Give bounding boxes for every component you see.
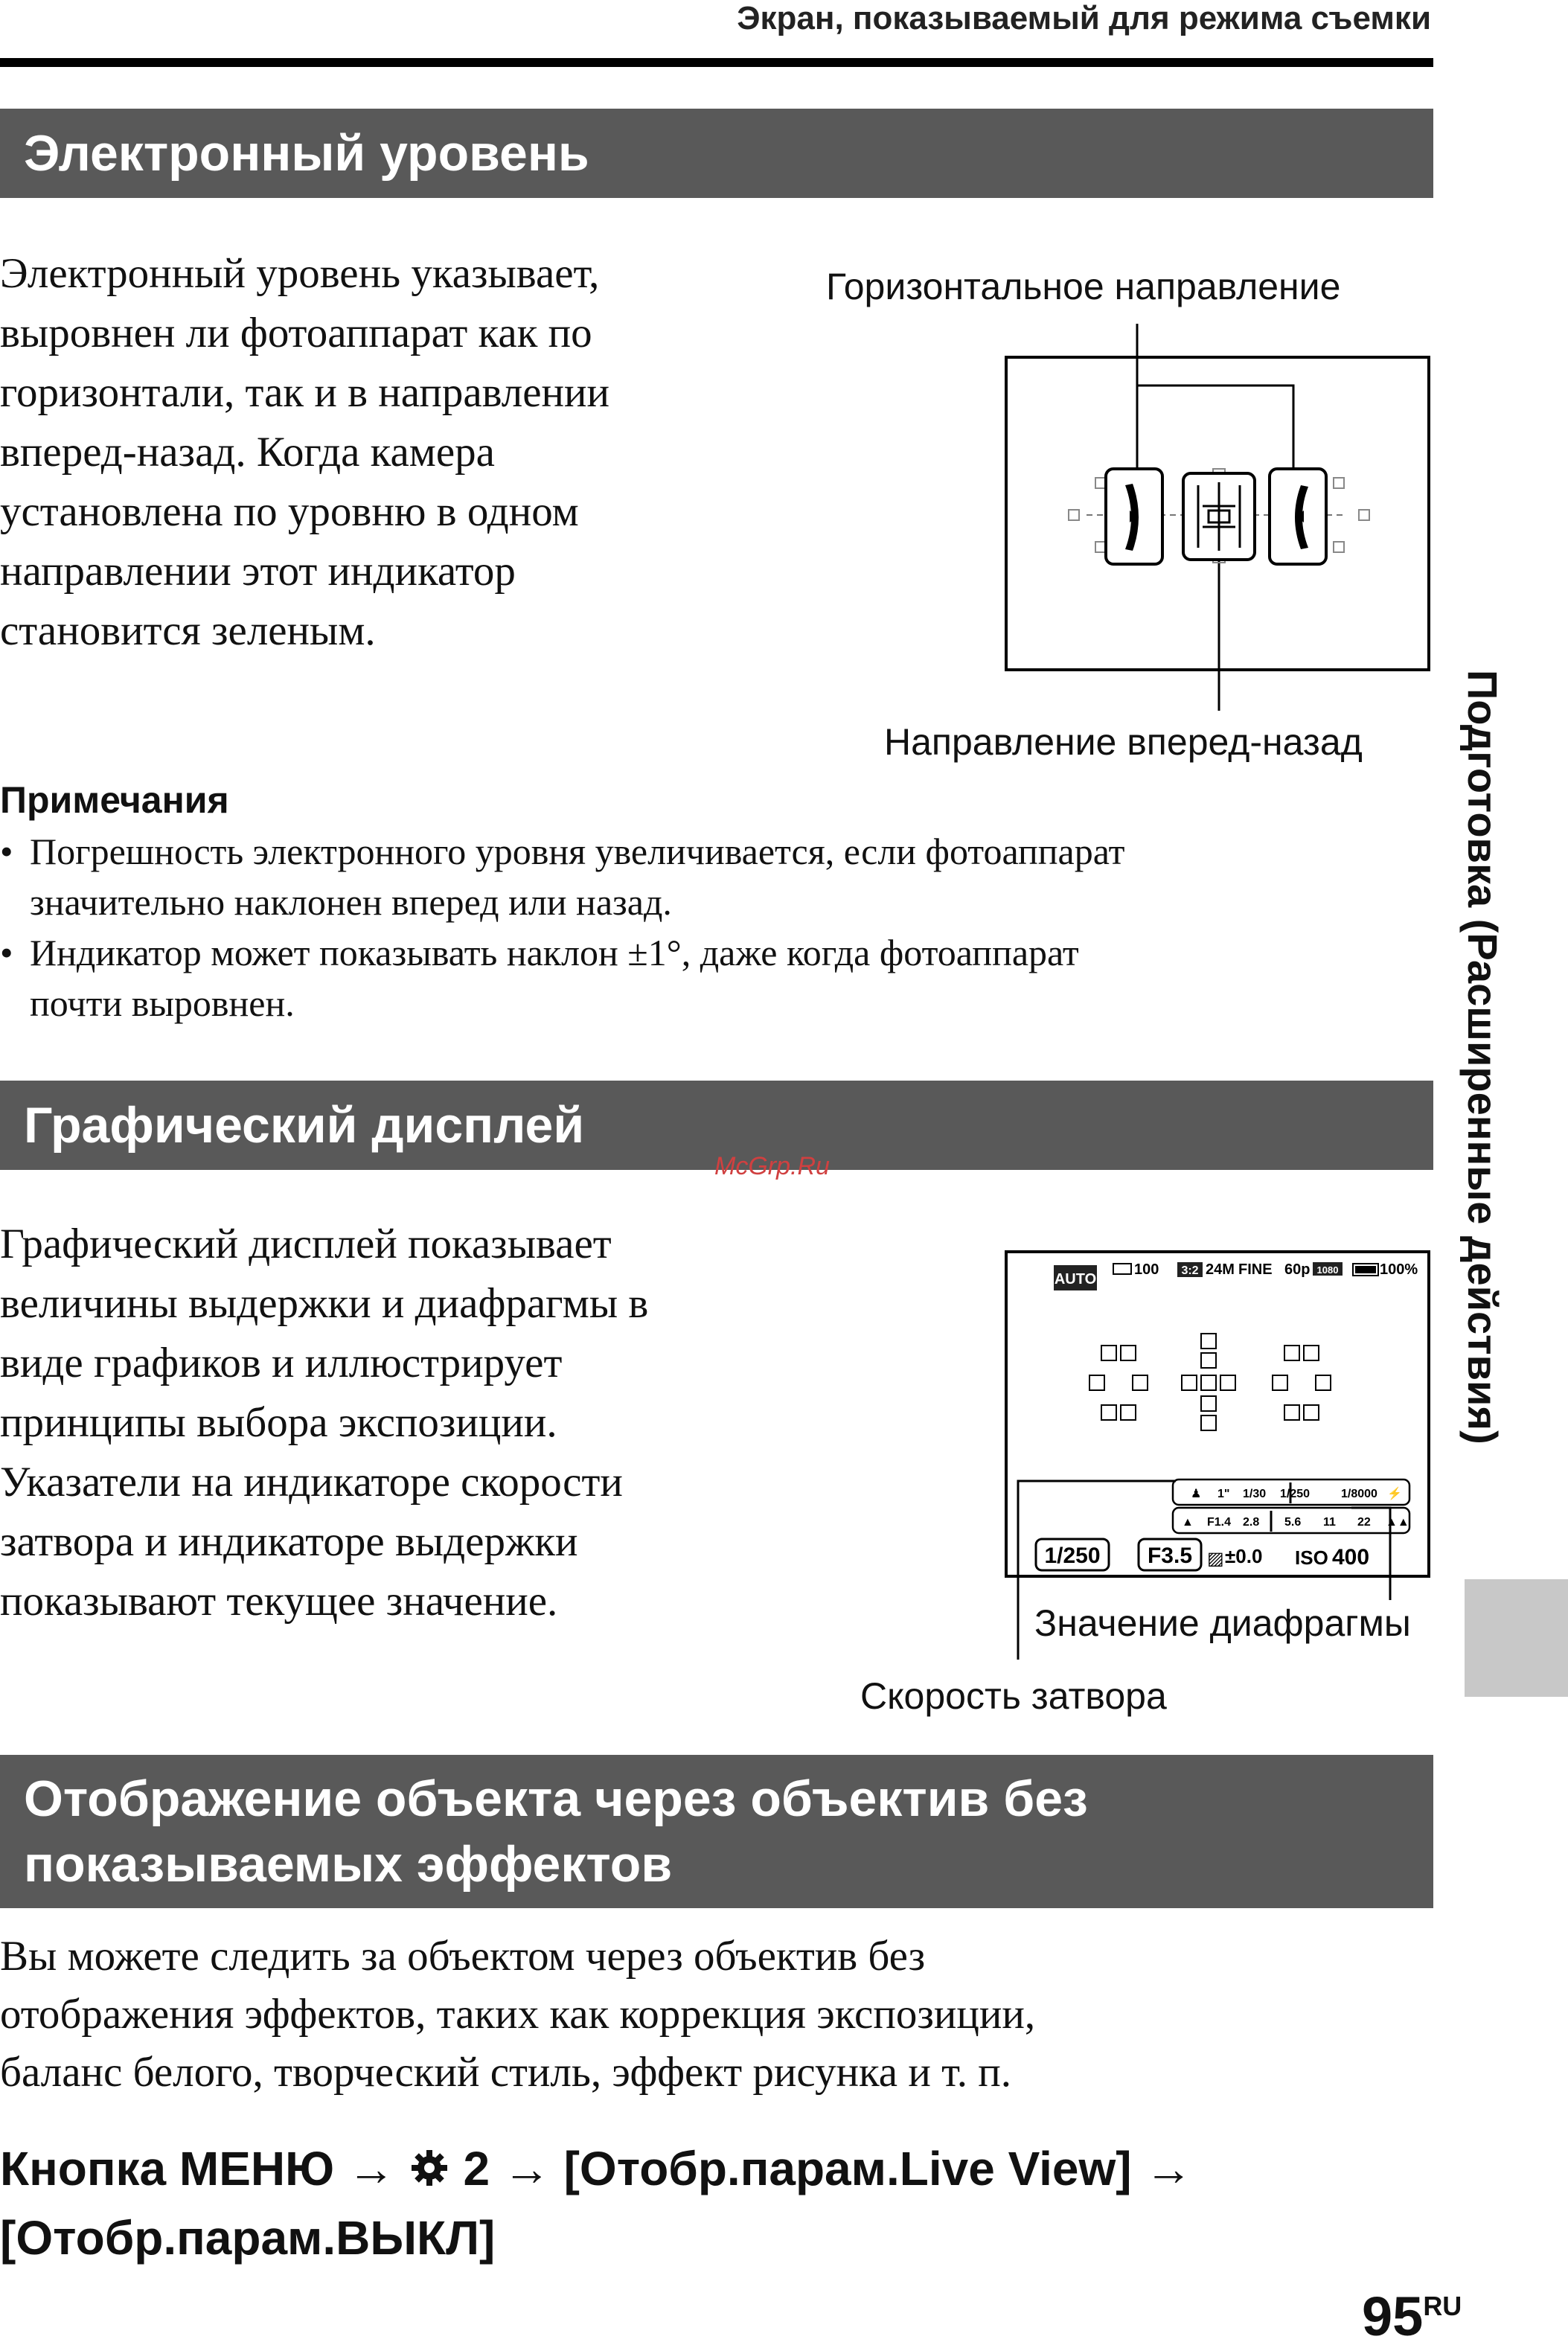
side-tab-marker bbox=[1465, 1579, 1568, 1697]
menu-path bbox=[0, 2136, 1436, 2271]
lens-body-line: отображения эффектов, таких как коррекция экспозиции, bbox=[0, 1991, 1036, 2038]
level-body-line: выровнен ли фотоаппарат как по bbox=[0, 310, 592, 356]
level-body-line: установлена по уровню в одном bbox=[0, 488, 579, 535]
shutter-value: 1/250 bbox=[1044, 1544, 1101, 1568]
note-line: почти выровнен. bbox=[30, 982, 295, 1024]
image-quality: FINE bbox=[1238, 1261, 1273, 1278]
section-title-lens bbox=[0, 1755, 1433, 1908]
label-shutter-speed: Скорость затвора bbox=[860, 1675, 1167, 1717]
graphic-body bbox=[0, 1215, 819, 1631]
person-icon: ♟ bbox=[1191, 1488, 1202, 1500]
graphic-body-line: показывают текущее значение. bbox=[0, 1578, 558, 1625]
lens-body bbox=[0, 1928, 1429, 2102]
iso-label: ISO bbox=[1295, 1546, 1328, 1569]
graphic-body-line: виде графиков и иллюстрирует bbox=[0, 1340, 563, 1386]
section-title-text: Отображение объекта через объектив без bbox=[24, 1770, 1088, 1827]
aspect-ratio: 3:2 bbox=[1181, 1264, 1199, 1277]
shutter-scale-label: 1/30 bbox=[1243, 1488, 1267, 1500]
graphic-body-line: принципы выбора экспозиции. bbox=[0, 1399, 557, 1446]
label-aperture-value: Значение диафрагмы bbox=[1034, 1602, 1411, 1644]
menu-item-off: [Отобр.парам.ВЫКЛ] bbox=[0, 2211, 496, 2265]
notes-title: Примечания bbox=[0, 779, 229, 821]
graphic-body-line: Графический дисплей показывает bbox=[0, 1221, 612, 1267]
level-body-line: Электронный уровень указывает, bbox=[0, 250, 600, 297]
image-size: 24M bbox=[1206, 1261, 1235, 1278]
watermark: McGrp.Ru bbox=[714, 1152, 830, 1180]
shots-remaining: 100 bbox=[1134, 1261, 1159, 1278]
top-rule bbox=[0, 58, 1433, 67]
mountain-icon: ▲▲ bbox=[1386, 1516, 1409, 1529]
bullet-icon: • bbox=[0, 831, 13, 872]
lens-body-line: Вы можете следить за объектом через объектив без bbox=[0, 1933, 926, 1980]
level-body bbox=[0, 244, 804, 661]
lens-body-line: баланс белого, творческий стиль, эффект рисунка и т. п. bbox=[0, 2049, 1011, 2096]
level-body-line: становится зеленым. bbox=[0, 607, 376, 654]
menu-item-liveview: [Отобр.парам.Live View] bbox=[563, 2142, 1132, 2195]
page-number-value: 95 bbox=[1362, 2285, 1424, 2347]
aperture-scale-label: 11 bbox=[1323, 1516, 1336, 1529]
aperture-scale-label: 5.6 bbox=[1284, 1516, 1302, 1529]
section-title-text: Графический дисплей bbox=[24, 1097, 585, 1154]
side-tab bbox=[1453, 670, 1512, 1563]
section-title-text: показываемых эффектов bbox=[24, 1836, 673, 1893]
graphic-body-line: величины выдержки и диафрагмы в bbox=[0, 1280, 649, 1327]
note-item bbox=[0, 826, 1414, 927]
label-horizontal-direction: Горизонтальное направление bbox=[826, 266, 1341, 307]
auto-mode-badge: AUTO bbox=[1054, 1271, 1097, 1287]
electronic-level-diagram bbox=[997, 320, 1436, 714]
ev-icon: ▨ bbox=[1207, 1549, 1224, 1569]
section-title-text: Электронный уровень bbox=[24, 125, 589, 182]
menu-button-label: Кнопка МЕНЮ bbox=[0, 2142, 335, 2195]
iso-value: 400 bbox=[1332, 1545, 1370, 1570]
movie-fps: 60p bbox=[1284, 1261, 1311, 1278]
arrow-icon: → bbox=[347, 2142, 395, 2195]
graphic-body-line: затвора и индикаторе выдержки bbox=[0, 1518, 578, 1565]
shutter-scale-label: 1/8000 bbox=[1341, 1488, 1377, 1500]
level-body-line: направлении этот индикатор bbox=[0, 548, 516, 595]
running-icon: ⚡ bbox=[1387, 1488, 1402, 1500]
aperture-scale-label: 22 bbox=[1357, 1516, 1371, 1529]
ev-value: ±0.0 bbox=[1225, 1545, 1263, 1567]
af-points bbox=[1089, 1334, 1331, 1430]
gear-icon bbox=[409, 2140, 450, 2205]
menu-tab-number: 2 bbox=[463, 2142, 490, 2195]
landscape-icon: ▲ bbox=[1182, 1516, 1194, 1529]
aperture-scale-label: 2.8 bbox=[1243, 1516, 1260, 1529]
page-number bbox=[1362, 2285, 1462, 2348]
level-body-line: горизонтали, так и в направлении bbox=[0, 369, 610, 416]
battery-level: 100% bbox=[1380, 1261, 1418, 1278]
card-icon bbox=[1113, 1264, 1131, 1274]
note-item bbox=[0, 927, 1414, 1029]
page-lang: RU bbox=[1423, 2291, 1462, 2321]
note-line: Индикатор может показывать наклон ±1°, даже когда фотоаппарат bbox=[30, 932, 1079, 973]
aperture-value: F3.5 bbox=[1147, 1544, 1193, 1568]
arrow-icon: → bbox=[502, 2142, 551, 2195]
aperture-scale-label: F1.4 bbox=[1207, 1516, 1232, 1529]
label-front-back-direction: Направление вперед-назад bbox=[884, 721, 1363, 763]
level-body-line: вперед-назад. Когда камера bbox=[0, 429, 495, 476]
bullet-icon: • bbox=[0, 932, 13, 973]
graphic-body-line: Указатели на индикаторе скорости bbox=[0, 1459, 623, 1506]
note-line: значительно наклонен вперед или назад. bbox=[30, 881, 672, 923]
shutter-scale-label: 1" bbox=[1217, 1488, 1230, 1500]
arrow-icon: → bbox=[1145, 2142, 1193, 2195]
side-tab-label: Подготовка (Расширенные действия) bbox=[1459, 670, 1506, 1445]
section-title-level bbox=[0, 109, 1433, 198]
movie-rec-size: 1080 bbox=[1316, 1264, 1339, 1276]
running-head: Экран, показываемый для режима съемки bbox=[737, 0, 1431, 36]
shutter-scale-label: 1/250 bbox=[1280, 1488, 1311, 1500]
note-line: Погрешность электронного уровня увеличивается, если фотоаппарат bbox=[30, 831, 1125, 872]
